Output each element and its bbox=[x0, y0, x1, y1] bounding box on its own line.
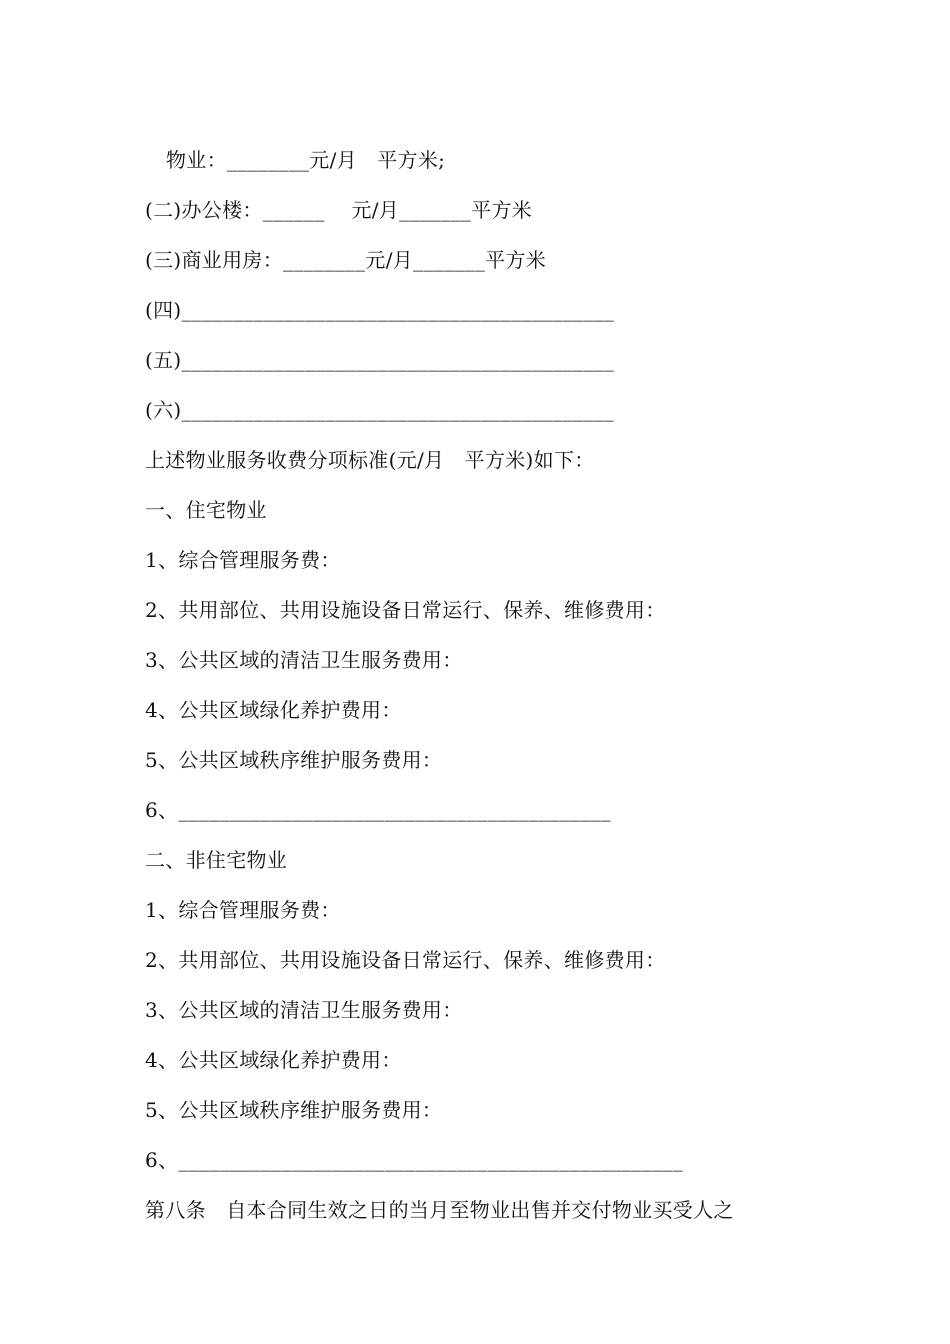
non-residential-item-3: 3、公共区域的清洁卫生服务费用： bbox=[145, 998, 463, 1022]
residential-item-4: 4、公共区域绿化养护费用： bbox=[145, 698, 402, 722]
residential-item-5: 5、公共区域秩序维护服务费用： bbox=[145, 748, 443, 772]
non-residential-item-1: 1、综合管理服务费： bbox=[145, 898, 341, 922]
non-residential-item-5: 5、公共区域秩序维护服务费用： bbox=[145, 1098, 443, 1122]
fee-line-four: (四)__________________________________________ bbox=[145, 298, 615, 322]
fee-line-commercial: (三)商业用房：________元/月_______平方米 bbox=[145, 248, 547, 272]
article-eight-text: 第八条 自本合同生效之日的当月至物业出售并交付物业买受人之 bbox=[145, 1198, 734, 1222]
residential-item-1: 1、综合管理服务费： bbox=[145, 548, 341, 572]
fee-line-five: (五)__________________________________________ bbox=[145, 348, 615, 372]
non-residential-item-4: 4、公共区域绿化养护费用： bbox=[145, 1048, 402, 1072]
fee-line-office: (二)办公楼：______ 元/月_______平方米 bbox=[145, 198, 533, 222]
residential-item-2: 2、共用部位、共用设施设备日常运行、保养、维修费用： bbox=[145, 598, 666, 622]
residential-item-6: 6、__________________________________________ bbox=[145, 798, 611, 822]
section-heading-non-residential: 二、非住宅物业 bbox=[145, 848, 288, 872]
non-residential-item-2: 2、共用部位、共用设施设备日常运行、保养、维修费用： bbox=[145, 948, 666, 972]
section-heading-residential: 一、住宅物业 bbox=[145, 498, 267, 522]
fee-line-six: (六)__________________________________________ bbox=[145, 398, 615, 422]
non-residential-item-6: 6、_________________________________________________ bbox=[145, 1148, 684, 1172]
residential-item-3: 3、公共区域的清洁卫生服务费用： bbox=[145, 648, 463, 672]
fee-line-property: 物业：________元/月 平方米; bbox=[166, 148, 446, 172]
fee-standard-intro: 上述物业服务收费分项标准(元/月 平方米)如下： bbox=[145, 448, 595, 472]
